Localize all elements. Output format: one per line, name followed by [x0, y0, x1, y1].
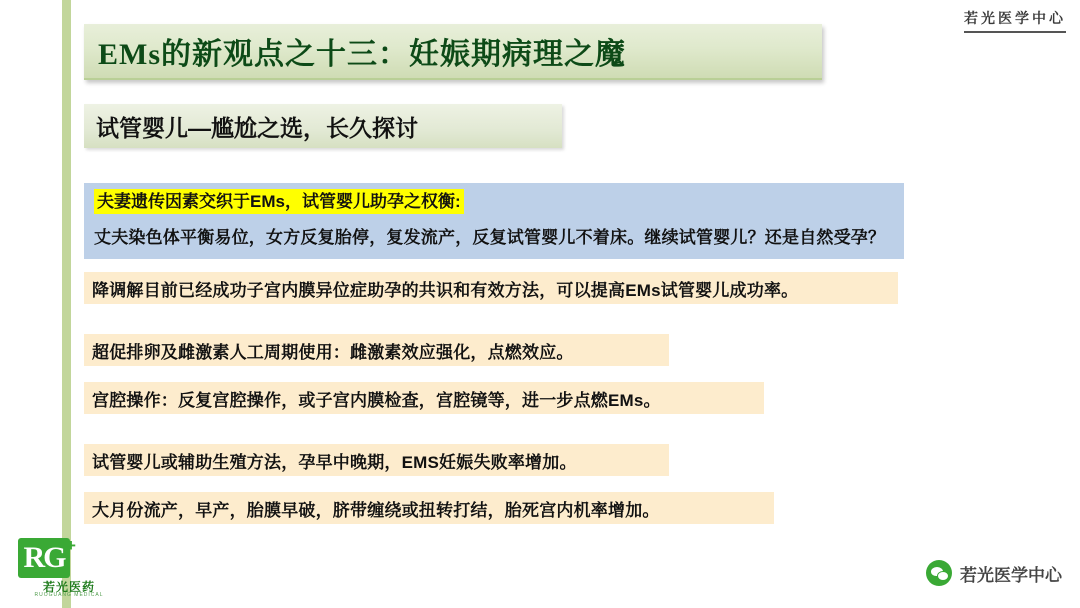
page-subtitle: 试管婴儿—尴尬之选，长久探讨 [96, 114, 418, 141]
page-title: EMs的新观点之十三：妊娠期病理之魔 [98, 38, 626, 71]
watermark-top-right [964, 8, 1066, 28]
highlight-block [84, 183, 904, 259]
wechat-credit [926, 560, 1062, 586]
logo-company-name: 若光医药 [42, 580, 95, 594]
watermark-underline [964, 31, 1066, 33]
logo-plus-icon: + [66, 536, 76, 555]
company-logo [10, 538, 128, 596]
content-line: 宫腔操作：反复宫腔操作，或子宫内膜检查，宫腔镜等，进一步点燃EMs。 [84, 382, 764, 414]
content-line: 大月份流产，早产，胎膜早破，脐带缠绕或扭转打结，胎死宫内机率增加。 [84, 492, 774, 524]
content-line: 降调解目前已经成功子宫内膜异位症助孕的共识和有效方法，可以提高EMs试管婴儿成功率。 [84, 272, 898, 304]
left-green-stripe [62, 0, 71, 608]
highlight-block-heading: 夫妻遗传因素交织于EMs，试管婴儿助孕之权衡: [94, 189, 464, 214]
wechat-label: 若光医学中心 [960, 565, 1062, 585]
logo-letters: RG [23, 541, 65, 574]
wechat-icon [926, 560, 952, 586]
highlight-block-body: 丈夫染色体平衡易位，女方反复胎停，复发流产，反复试管婴儿不着床。继续试管婴儿？还是自然受孕？ [94, 228, 886, 248]
slide-subtitle-bar [84, 104, 562, 148]
slide-title-bar [84, 24, 822, 80]
content-line: 超促排卵及雌激素人工周期使用：雌激素效应强化，点燃效应。 [84, 334, 669, 366]
content-line: 试管婴儿或辅助生殖方法，孕早中晚期，EMS妊娠失败率增加。 [84, 444, 669, 476]
watermark-top-text: 若光医学中心 [964, 12, 1066, 27]
logo-company-name-en: RUOGUANG MEDICAL [34, 592, 104, 598]
